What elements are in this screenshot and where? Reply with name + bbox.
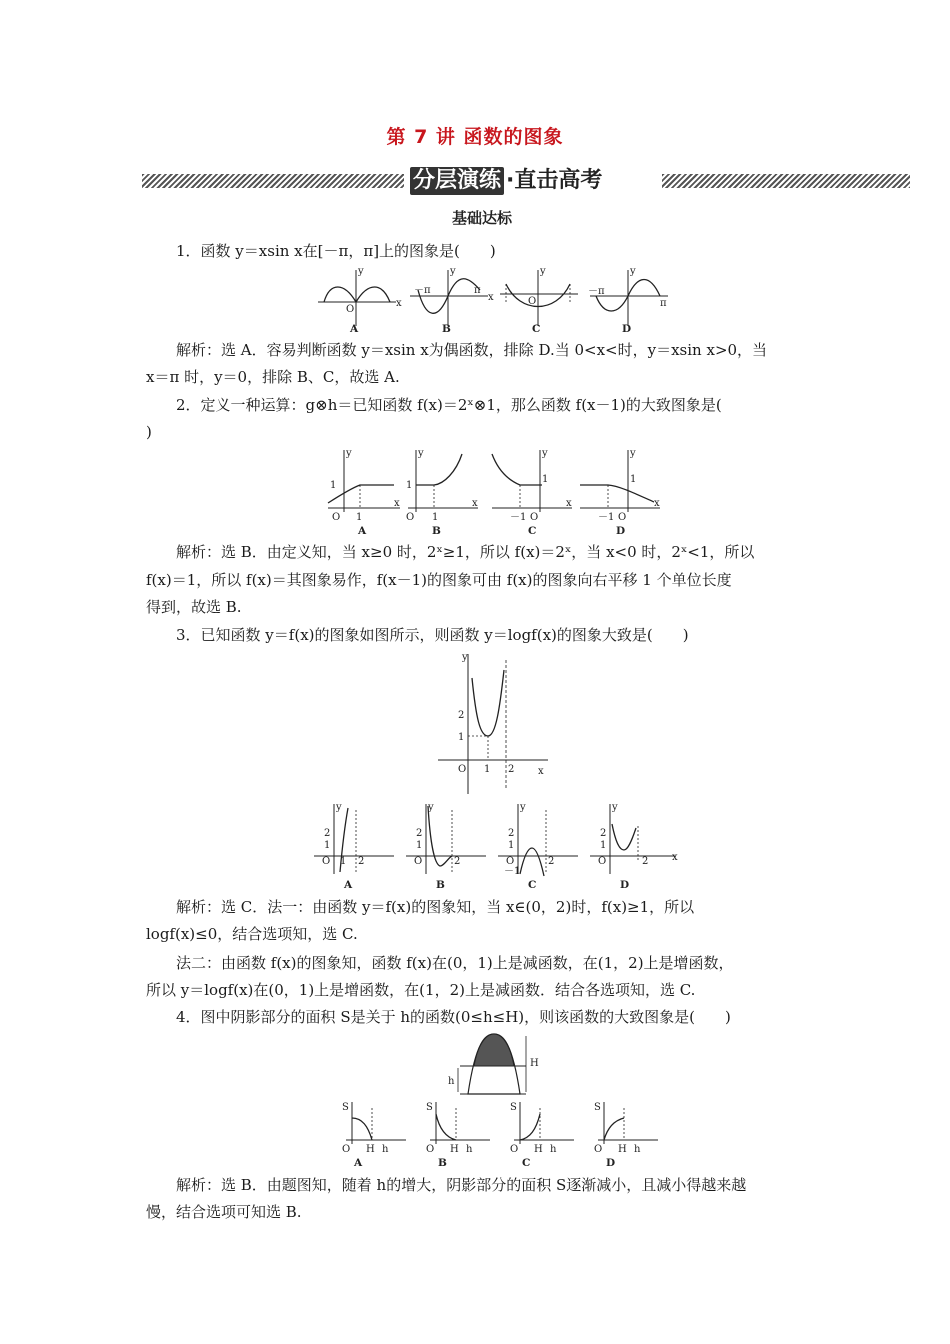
q3-answer-1: 解析：选 C．法一：由函数 y＝f(x)的图象知，当 x∈(0，2)时，f(x)≥1，所以 [176, 898, 695, 916]
q3d-x: x [672, 852, 678, 863]
q2d-negone: －1 [598, 512, 615, 523]
q1d-y: y [630, 266, 636, 277]
q2-stem: 2．定义一种运算：g⊗h＝已知函数 f(x)＝2ˣ⊗1，那么函数 f(x－1)的大致图象是( [176, 396, 722, 414]
q1-options [312, 264, 672, 336]
q3-graph-d [590, 802, 678, 891]
q1-label-c: C [532, 323, 541, 335]
q1c-o: O [528, 296, 537, 307]
q1b-y: y [450, 266, 456, 277]
q3c-y: y [520, 802, 526, 813]
q4c-o: O [510, 1144, 519, 1155]
q2c-one: 1 [542, 474, 549, 485]
q3-answer-4: 所以 y＝logf(x)在(0，1)上是增函数，在(1，2)上是减函数．结合各选项知，选 C. [146, 981, 696, 999]
q1d-pi: π [660, 298, 667, 309]
q4-graph-a [342, 1102, 406, 1169]
q1-answer-1: 解析：选 A．容易判断函数 y＝xsin x为偶函数，排除 D.当 0<x<时，y＝xsin x>0，当 [176, 341, 768, 359]
q4b-s: S [426, 1102, 433, 1113]
q4-stem: 4．图中阴影部分的面积 S是关于 h的函数(0≤h≤H)，则该函数的大致图象是( ) [176, 1008, 731, 1026]
q4b-hh: H [450, 1144, 459, 1155]
q3-graph-c [498, 802, 578, 891]
q4c-hh: H [534, 1144, 543, 1155]
q4a-h: h [382, 1144, 389, 1155]
q2-graph-b [406, 448, 478, 537]
q2a-y: y [346, 448, 352, 459]
q4d-hh: H [618, 1144, 627, 1155]
q3-twox: 2 [508, 764, 515, 775]
page-title: 第 7 讲 函数的图象 [386, 126, 564, 148]
q3-x: x [538, 766, 544, 777]
q1a-o: O [346, 304, 355, 315]
q2-answer-2: f(x)＝1，所以 f(x)＝其图象易作，f(x－1)的图象可由 f(x)的图象向右平移 1 个单位长度 [146, 571, 732, 589]
q2d-x: x [654, 498, 660, 509]
q4-label-a: A [354, 1157, 363, 1169]
q3-graph-a [314, 802, 394, 891]
q1-graph-c [500, 266, 578, 335]
q2d-one: 1 [630, 474, 637, 485]
q4c-h: h [550, 1144, 557, 1155]
q4-graph-c [510, 1102, 574, 1169]
q3d-y: y [612, 802, 618, 813]
q2-label-d: D [616, 525, 626, 537]
q3-two: 2 [458, 710, 465, 721]
q4-label-b: B [438, 1157, 447, 1169]
banner-hatch-right [662, 174, 910, 188]
q2b-one: 1 [406, 480, 413, 491]
q2-stem-close: ) [146, 423, 152, 441]
q2d-o: O [618, 512, 627, 523]
q4-options [336, 1096, 646, 1174]
q2b-o: O [406, 512, 415, 523]
q1-label-a: A [350, 323, 359, 335]
q2-label-b: B [432, 525, 441, 537]
q2d-y: y [630, 448, 636, 459]
q2a-x: x [394, 498, 400, 509]
q3c-two: 2 [508, 828, 515, 839]
q3-answer-3: 法二：由函数 f(x)的图象知，函数 f(x)在(0，1)上是减函数，在(1，2)上是增函数， [176, 954, 734, 972]
q3-y: y [462, 652, 468, 663]
q2a-onex: 1 [356, 512, 363, 523]
q4c-s: S [510, 1102, 517, 1113]
q3d-o: O [598, 856, 607, 867]
q1b-pi: π [474, 285, 481, 296]
q4d-h: h [634, 1144, 641, 1155]
q2b-x: x [472, 498, 478, 509]
q2b-onex: 1 [432, 512, 439, 523]
q3b-two: 2 [416, 828, 423, 839]
banner-hatch-left [142, 174, 404, 188]
banner-text [404, 164, 608, 198]
q1-label-d: D [622, 323, 632, 335]
q3-label-a: A [344, 879, 353, 891]
q4-label-c: C [522, 1157, 531, 1169]
q4d-o: O [594, 1144, 603, 1155]
q4b-o: O [426, 1144, 435, 1155]
q4-answer-2: 慢，结合选项可知选 B. [146, 1203, 302, 1221]
q4-main-figure [446, 1032, 546, 1096]
q3-graph-b [406, 802, 486, 891]
q1-graph-b [410, 266, 494, 335]
q3a-twox: 2 [358, 856, 365, 867]
q4a-s: S [342, 1102, 349, 1113]
section-tag: 基础达标 [412, 206, 552, 230]
q2-graph-c [492, 448, 572, 537]
q2-label-c: C [528, 525, 537, 537]
q3d-two: 2 [600, 828, 607, 839]
banner-boxed: 分层演练 [410, 167, 504, 195]
q3-o: O [458, 764, 467, 775]
q2c-x: x [566, 498, 572, 509]
q2-answer-3: 得到，故选 B. [146, 598, 242, 616]
q3b-y: y [428, 802, 434, 813]
q1b-x: x [488, 292, 494, 303]
q4-label-d: D [606, 1157, 616, 1169]
q3a-onex: 1 [340, 856, 347, 867]
q3b-o: O [414, 856, 423, 867]
q3-label-c: C [528, 879, 537, 891]
q1-answer-2: x＝π 时，y＝0，排除 B、C，故选 A. [146, 368, 400, 386]
q3a-o: O [322, 856, 331, 867]
q3c-o: O [506, 856, 515, 867]
q3c-twox: 2 [548, 856, 555, 867]
q1-graph-a [318, 266, 402, 335]
q3-options [310, 800, 678, 892]
q3b-twox: 2 [454, 856, 461, 867]
q1-graph-d [588, 266, 668, 335]
q4b-h: h [466, 1144, 473, 1155]
q1a-x: x [396, 298, 402, 309]
q4-h: h [448, 1076, 455, 1087]
q2a-o: O [332, 512, 341, 523]
q1a-y: y [358, 266, 364, 277]
q1-stem: 1．函数 y＝xsin x在[－π，π]上的图象是( ) [176, 242, 496, 260]
q1c-y: y [540, 266, 546, 277]
q3c-one: 1 [508, 840, 515, 851]
q3a-one: 1 [324, 840, 331, 851]
q2-answer-1: 解析：选 B．由定义知，当 x≥0 时，2ˣ≥1，所以 f(x)＝2ˣ，当 x<0 时，2ˣ<1，所以 [176, 543, 755, 561]
q2c-negone: －1 [510, 512, 527, 523]
q1-label-b: B [442, 323, 451, 335]
q1b-negpi: －π [414, 285, 431, 296]
q2-label-a: A [358, 525, 367, 537]
q1d-negpi: －π [588, 286, 605, 297]
q3d-one: 1 [600, 840, 607, 851]
q3c-negone: －1 [504, 866, 521, 877]
q4d-s: S [594, 1102, 601, 1113]
section-banner [142, 168, 910, 194]
q3a-two: 2 [324, 828, 331, 839]
q4-H: H [530, 1058, 539, 1069]
q3a-y: y [336, 802, 342, 813]
q2-graph-d [580, 448, 660, 537]
q2c-y: y [542, 448, 548, 459]
q4a-hh: H [366, 1144, 375, 1155]
q3d-twox: 2 [642, 856, 649, 867]
q4-graph-b [426, 1102, 490, 1169]
q2a-one: 1 [330, 480, 337, 491]
q2-options [318, 446, 668, 538]
q3b-one: 1 [416, 840, 423, 851]
q3-onex: 1 [484, 764, 491, 775]
q3-one: 1 [458, 732, 465, 743]
q4-answer-1: 解析：选 B．由题图知，随着 h的增大，阴影部分的面积 S逐渐减小，且减小得越来越 [176, 1176, 747, 1194]
q3-label-d: D [620, 879, 630, 891]
q2c-o: O [530, 512, 539, 523]
q4-graph-d [594, 1102, 658, 1169]
banner-rest: ·直击高考 [506, 168, 603, 193]
q2b-y: y [418, 448, 424, 459]
q3-label-b: B [436, 879, 445, 891]
q4a-o: O [342, 1144, 351, 1155]
q3-main-graph [432, 648, 552, 798]
q3-stem: 3．已知函数 y＝f(x)的图象如图所示，则函数 y＝logf(x)的图象大致是( ) [176, 626, 689, 644]
q2-graph-a [328, 448, 400, 537]
q3-answer-2: logf(x)≤0，结合选项知，选 C. [146, 925, 358, 943]
